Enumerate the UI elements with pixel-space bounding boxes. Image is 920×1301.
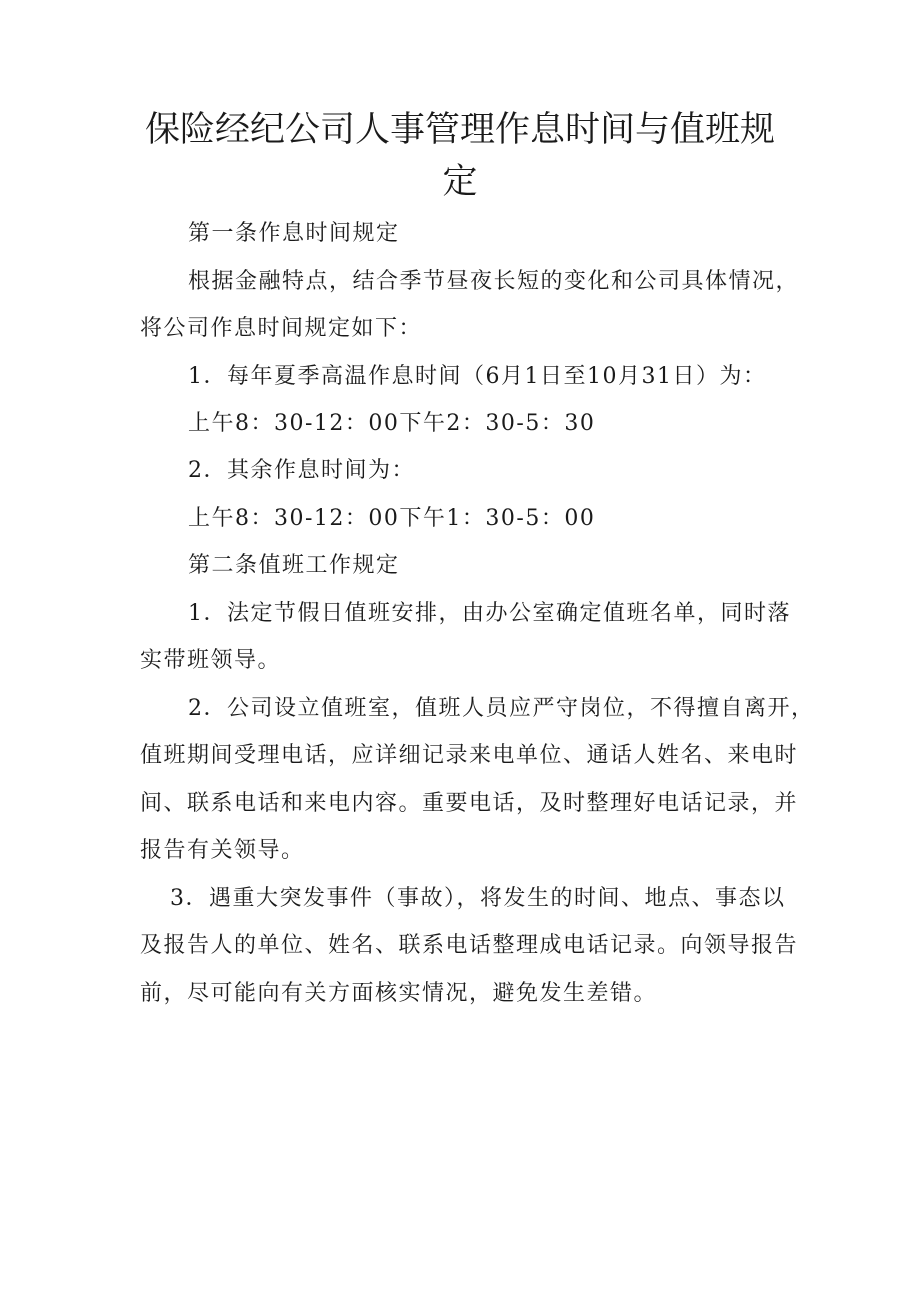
list-item-line: 1．每年夏季高温作息时间（6月1日至10月31日）为： <box>188 364 767 389</box>
schedule-line: 上午8：30-12：00下午2：30-5：30 <box>188 411 596 436</box>
article-2-heading: 第二条值班工作规定 <box>188 553 400 578</box>
paragraph-line: 报告有关领导。 <box>140 838 305 863</box>
list-item-line: 2．其余作息时间为： <box>188 458 415 483</box>
paragraph-line: 值班期间受理电话，应详细记录来电单位、通话人姓名、来电时 <box>140 743 799 768</box>
list-item-line: 1．法定节假日值班安排，由办公室确定值班名单，同时落 <box>188 601 791 626</box>
paragraph-line: 将公司作息时间规定如下： <box>140 316 423 341</box>
list-item-line: 3．遇重大突发事件（事故），将发生的时间、地点、事态以 <box>170 886 786 911</box>
paragraph-line: 根据金融特点，结合季节昼夜长短的变化和公司具体情况， <box>188 269 800 294</box>
article-1-heading: 第一条作息时间规定 <box>188 221 400 246</box>
paragraph-line: 前，尽可能向有关方面核实情况，避免发生差错。 <box>140 981 658 1006</box>
list-item-line: 2．公司设立值班室，值班人员应严守岗位，不得擅自离开， <box>188 696 815 721</box>
schedule-line: 上午8：30-12：00下午1：30-5：00 <box>188 506 596 531</box>
paragraph-line: 实带班领导。 <box>140 648 282 673</box>
paragraph-line: 间、联系电话和来电内容。重要电话，及时整理好电话记录，并 <box>140 791 799 816</box>
document-title: 保险经纪公司人事管理作息时间与值班规定 <box>144 110 775 202</box>
paragraph-line: 及报告人的单位、姓名、联系电话整理成电话记录。向领导报告 <box>140 933 799 958</box>
